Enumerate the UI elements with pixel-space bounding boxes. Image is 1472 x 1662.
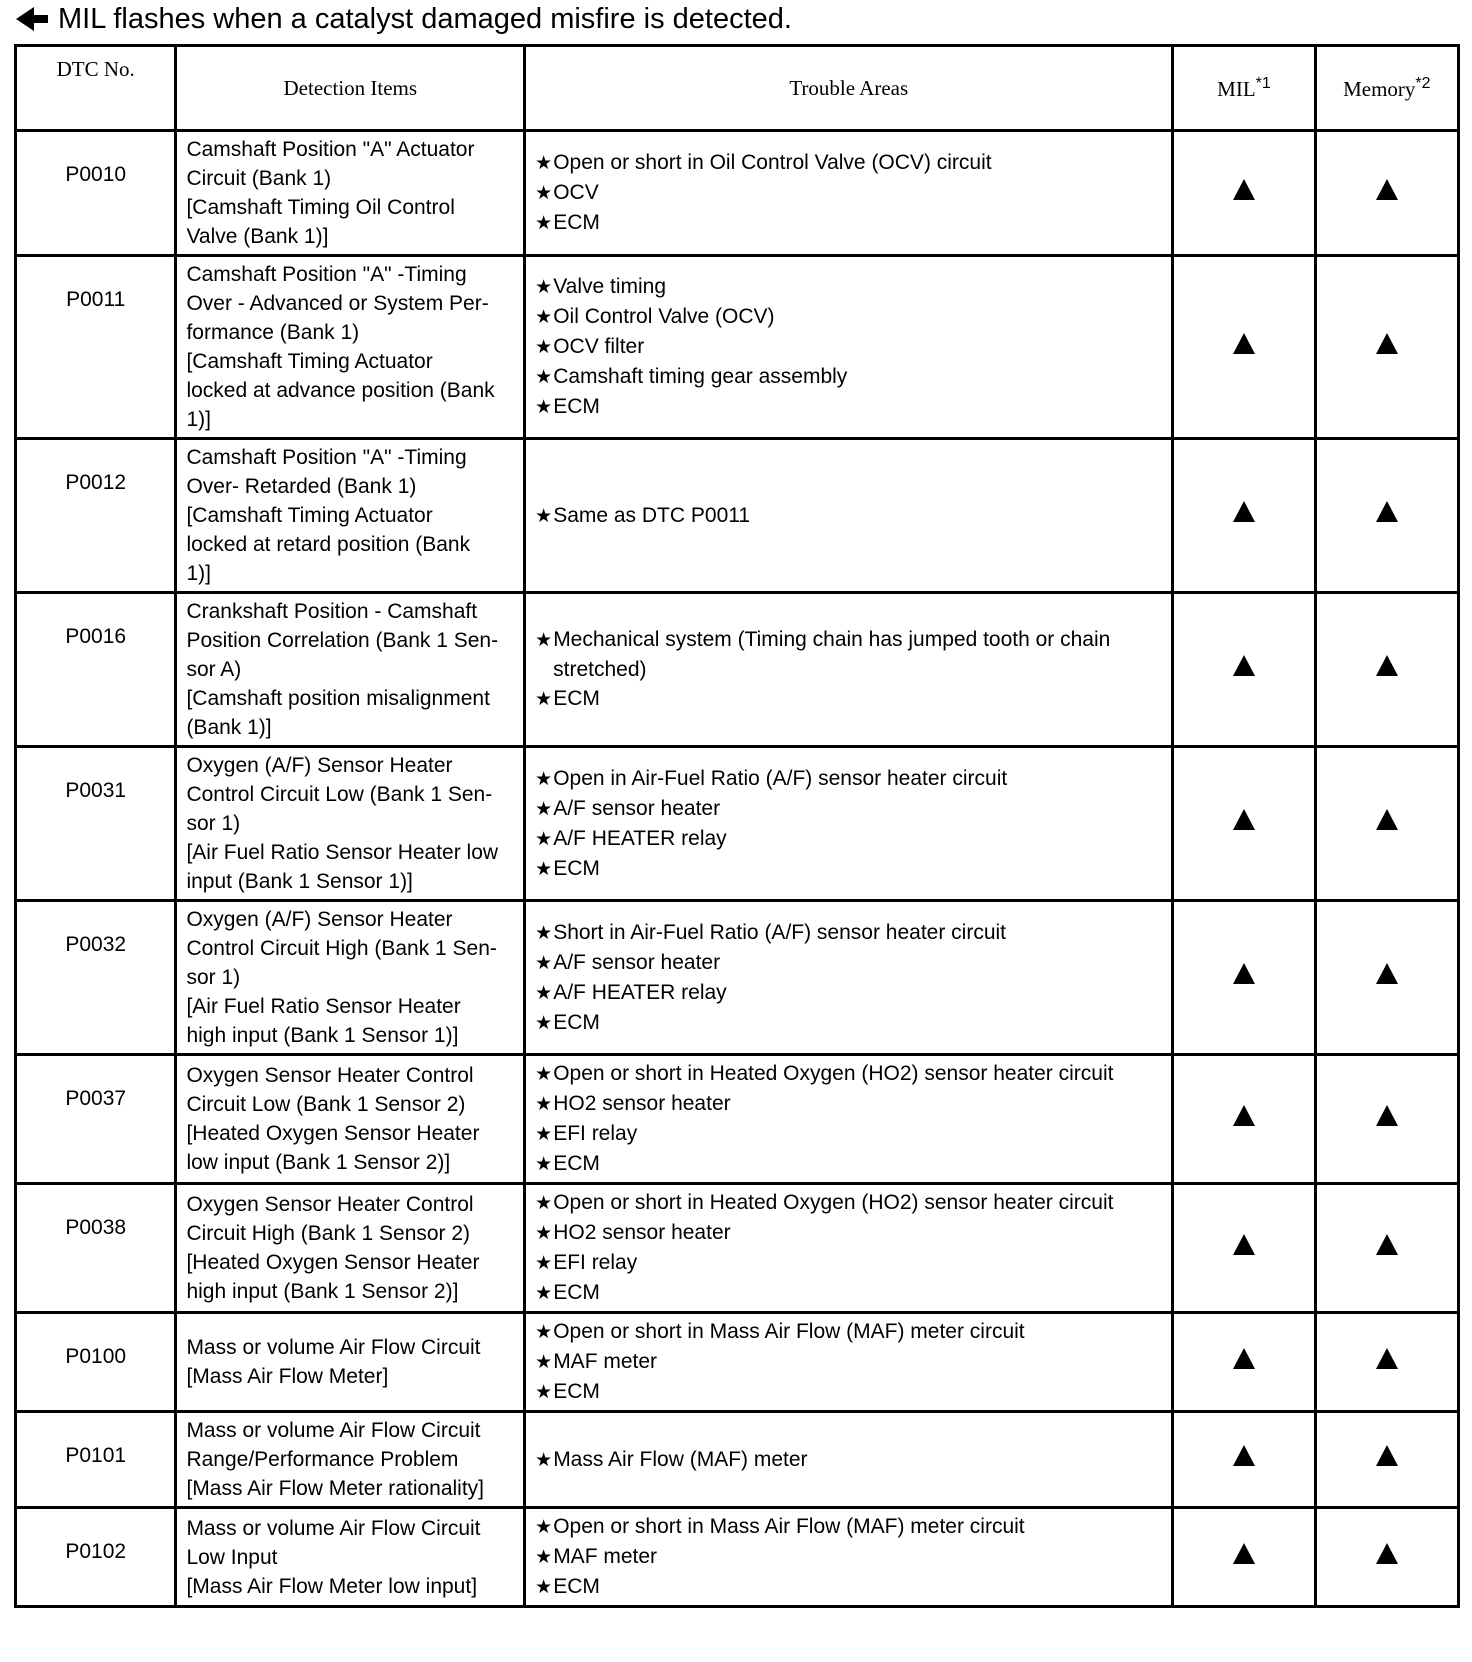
filled-triangle-icon [1376,1543,1398,1564]
filled-triangle-icon [1233,1445,1255,1466]
trouble-area-text: Open or short in Heated Oxygen (HO2) sensor heater circuit [553,1062,1114,1085]
detection-item [176,1313,525,1412]
star-icon: ★ [535,982,553,1004]
detection-line: locked at retard position (Bank [186,533,471,556]
trouble-area-text: ECM [553,687,600,710]
filled-triangle-icon [1233,655,1255,676]
mil-flash-note [14,0,792,38]
header-memory: Memory$^{*2}$ [1315,46,1458,131]
detection-item [176,439,525,593]
detection-line: Camshaft Position "A" -Timing [186,263,467,286]
trouble-areas [525,131,1173,256]
trouble-area-text: EFI relay [553,1122,638,1145]
detection-line: (Bank 1)] [186,716,272,739]
filled-triangle-icon [1233,1105,1255,1126]
detection-line: Circuit Low (Bank 1 Sensor 2) [186,1093,466,1116]
detection-line: sor 1) [186,966,241,989]
trouble-areas [525,1313,1173,1412]
trouble-area-text: EFI relay [553,1251,638,1274]
detection-line: Valve (Bank 1)] [186,225,329,248]
trouble-area-text: ECM [553,1281,600,1304]
trouble-areas [525,1508,1173,1607]
trouble-areas [525,256,1173,439]
detection-line: Oxygen (A/F) Sensor Heater [186,754,453,777]
trouble-area-text: OCV filter [553,335,645,358]
detection-line: Over - Advanced or System Per- [186,292,489,315]
trouble-areas [525,747,1173,901]
star-icon: ★ [535,367,553,388]
mil-indicator [1173,1313,1315,1412]
table-row [16,439,1459,593]
detection-line: [Camshaft Timing Actuator [186,350,433,373]
detection-line: Mass or volume Air Flow Circuit [186,1336,481,1359]
trouble-area-text: ECM [553,395,600,418]
detection-line: input (Bank 1 Sensor 1)] [186,870,413,893]
star-icon: ★ [535,630,553,651]
mil-indicator [1173,1412,1315,1508]
dtc-code: P0012 [16,439,176,593]
star-icon: ★ [535,153,553,174]
filled-triangle-icon [1233,501,1255,522]
table-row [16,593,1459,747]
table-row [16,1313,1459,1412]
detection-item [176,1412,525,1508]
detection-item [176,747,525,901]
trouble-area-text: A/F HEATER relay [553,980,727,1004]
trouble-area-item [535,824,1163,854]
trouble-area-text: Oil Control Valve (OCV) [553,305,775,328]
trouble-area-text: Same as DTC P0011 [553,503,751,527]
trouble-area-item [535,1278,1163,1308]
trouble-area-item [535,392,1163,422]
trouble-area-text: HO2 sensor heater [553,1221,731,1244]
detection-line: Camshaft Position "A" Actuator [186,138,475,161]
detection-line: 1)] [186,562,211,585]
trouble-area-item [535,1445,1163,1475]
trouble-area-item [535,501,1163,531]
header-mil: MIL$^{*1}$ [1173,46,1315,131]
detection-line: [Mass Air Flow Meter low input] [186,1574,478,1598]
detection-item [176,256,525,439]
trouble-area-text: ECM [553,1152,600,1175]
header-trouble-areas: Trouble Areas [525,46,1173,131]
dtc-code: P0016 [16,593,176,747]
detection-item [176,1055,525,1184]
dtc-code: P0010 [16,131,176,256]
star-icon: ★ [535,1094,553,1115]
header-detection-items: Detection Items [176,46,525,131]
star-icon: ★ [535,1154,553,1175]
detection-item [176,593,525,747]
detection-line: Oxygen Sensor Heater Control [186,1193,474,1216]
filled-triangle-icon [1376,501,1398,522]
trouble-area-text: Open in Air-Fuel Ratio (A/F) sensor heater circuit [553,766,1008,790]
detection-item [176,1184,525,1313]
detection-line: 1)] [186,408,211,431]
trouble-area-item [535,302,1163,332]
filled-triangle-icon [1233,809,1255,830]
star-icon: ★ [535,1322,553,1343]
trouble-area-text: Open or short in Heated Oxygen (HO2) sensor heater circuit [553,1191,1114,1214]
filled-triangle-icon [1376,1105,1398,1126]
mil-indicator [1173,1184,1315,1313]
filled-triangle-icon [1233,1543,1255,1564]
trouble-areas [525,439,1173,593]
star-icon: ★ [535,1064,553,1085]
trouble-area-text: Valve timing [553,275,667,298]
mil-indicator [1173,1508,1315,1607]
memory-indicator [1315,1055,1458,1184]
trouble-area-text: ECM [553,211,600,234]
mil-indicator [1173,593,1315,747]
trouble-area-text: A/F HEATER relay [553,826,727,850]
trouble-area-text: HO2 sensor heater [553,1092,731,1115]
trouble-area-item [535,794,1163,824]
trouble-area-text: Camshaft timing gear assembly [553,365,848,388]
detection-line: Position Correlation (Bank 1 Sen- [186,629,499,652]
trouble-area-text: Mechanical system (Timing chain has jumped tooth or chain stretched) [553,628,1111,681]
dtc-table [14,44,1460,1608]
star-icon: ★ [535,952,553,974]
table-row [16,901,1459,1055]
star-icon: ★ [535,828,553,850]
detection-line: high input (Bank 1 Sensor 2)] [186,1280,459,1303]
trouble-area-item [535,1572,1163,1602]
dtc-code: P0038 [16,1184,176,1313]
mil-indicator [1173,747,1315,901]
star-icon: ★ [535,922,553,944]
star-icon: ★ [535,1223,553,1244]
detection-line: sor A) [186,658,242,681]
star-icon: ★ [535,1577,553,1598]
star-icon: ★ [535,1547,553,1568]
memory-indicator [1315,439,1458,593]
detection-line: [Mass Air Flow Meter] [186,1365,389,1388]
table-row [16,1508,1459,1607]
trouble-area-item [535,764,1163,794]
detection-line: Control Circuit Low (Bank 1 Sen- [186,783,493,806]
trouble-area-item [535,208,1163,238]
trouble-area-item [535,1248,1163,1278]
trouble-area-item [535,948,1163,978]
trouble-areas [525,1412,1173,1508]
trouble-area-item [535,1149,1163,1179]
detection-line: Mass or volume Air Flow Circuit [186,1516,481,1540]
memory-indicator [1315,747,1458,901]
dtc-code: P0100 [16,1313,176,1412]
trouble-area-item [535,1059,1163,1089]
star-icon: ★ [535,397,553,418]
trouble-areas [525,1055,1173,1184]
detection-line: high input (Bank 1 Sensor 1)] [186,1024,459,1047]
star-icon: ★ [535,1012,553,1034]
mil-indicator [1173,1055,1315,1184]
trouble-area-text: A/F sensor heater [553,950,721,974]
detection-line: Low Input [186,1545,278,1569]
detection-line: Control Circuit High (Bank 1 Sen- [186,937,497,960]
header-dtc-no: DTC No. [16,46,176,131]
star-icon: ★ [535,1193,553,1214]
trouble-area-item [535,272,1163,302]
trouble-area-item [535,362,1163,392]
trouble-area-text: Open or short in Oil Control Valve (OCV) circuit [553,151,992,174]
triangle-left-icon [14,6,50,32]
detection-line: Oxygen Sensor Heater Control [186,1064,474,1087]
table-row [16,747,1459,901]
mil-indicator [1173,901,1315,1055]
detection-line: Oxygen (A/F) Sensor Heater [186,908,453,931]
dtc-code: P0011 [16,256,176,439]
trouble-area-item [535,332,1163,362]
trouble-area-text: OCV [553,181,599,204]
detection-line: Crankshaft Position - Camshaft [186,600,478,623]
trouble-area-item [535,1188,1163,1218]
detection-line: [Camshaft Timing Actuator [186,504,433,527]
trouble-area-text: MAF meter [553,1545,658,1568]
table-header-row [16,46,1459,131]
trouble-area-item [535,978,1163,1008]
trouble-area-item [535,1542,1163,1572]
mil-indicator [1173,131,1315,256]
trouble-area-text: Mass Air Flow (MAF) meter [553,1447,808,1471]
trouble-area-text: ECM [553,1380,600,1403]
trouble-area-text: ECM [553,1010,600,1034]
filled-triangle-icon [1376,809,1398,830]
trouble-area-text: A/F sensor heater [553,796,721,820]
filled-triangle-icon [1376,179,1398,200]
filled-triangle-icon [1233,179,1255,200]
star-icon: ★ [535,277,553,298]
trouble-area-item [535,1347,1163,1377]
dtc-code: P0102 [16,1508,176,1607]
detection-line: [Air Fuel Ratio Sensor Heater low [186,841,499,864]
detection-line: Range/Performance Problem [186,1448,459,1471]
trouble-area-item [535,1089,1163,1119]
note-text: MIL flashes when a catalyst damaged misfire is detected. [58,2,792,35]
dtc-code: P0032 [16,901,176,1055]
trouble-area-item [535,1119,1163,1149]
trouble-area-text: MAF meter [553,1350,658,1373]
filled-triangle-icon [1233,963,1255,984]
filled-triangle-icon [1376,1234,1398,1255]
filled-triangle-icon [1376,1445,1398,1466]
star-icon: ★ [535,1283,553,1304]
trouble-area-text: Open or short in Mass Air Flow (MAF) meter circuit [553,1320,1025,1343]
trouble-area-item [535,1377,1163,1407]
table-row [16,1055,1459,1184]
star-icon: ★ [535,1124,553,1145]
filled-triangle-icon [1376,655,1398,676]
star-icon: ★ [535,1517,553,1538]
trouble-area-item [535,625,1163,684]
trouble-area-item [535,148,1163,178]
table-row [16,1184,1459,1313]
detection-line: formance (Bank 1) [186,321,360,344]
memory-indicator [1315,131,1458,256]
star-icon: ★ [535,183,553,204]
detection-line: Circuit (Bank 1) [186,167,332,190]
memory-indicator [1315,1184,1458,1313]
memory-indicator [1315,593,1458,747]
trouble-area-item [535,684,1163,714]
memory-indicator [1315,256,1458,439]
detection-line: [Heated Oxygen Sensor Heater [186,1251,480,1274]
star-icon: ★ [535,1449,553,1471]
detection-line: locked at advance position (Bank [186,379,495,402]
star-icon: ★ [535,505,553,527]
trouble-area-text: ECM [553,856,600,880]
trouble-area-text: ECM [553,1575,600,1598]
memory-indicator [1315,1412,1458,1508]
trouble-areas [525,901,1173,1055]
mil-indicator [1173,439,1315,593]
detection-line: sor 1) [186,812,241,835]
filled-triangle-icon [1376,333,1398,354]
detection-item [176,131,525,256]
star-icon: ★ [535,307,553,328]
star-icon: ★ [535,689,553,710]
dtc-code: P0101 [16,1412,176,1508]
filled-triangle-icon [1376,963,1398,984]
star-icon: ★ [535,1382,553,1403]
mil-indicator [1173,256,1315,439]
memory-indicator [1315,1508,1458,1607]
detection-line: [Mass Air Flow Meter rationality] [186,1477,485,1500]
dtc-code: P0037 [16,1055,176,1184]
trouble-area-text: Open or short in Mass Air Flow (MAF) meter circuit [553,1515,1025,1538]
star-icon: ★ [535,768,553,790]
detection-line: Camshaft Position "A" -Timing [186,446,467,469]
detection-item [176,1508,525,1607]
trouble-area-item [535,918,1163,948]
table-row [16,1412,1459,1508]
trouble-area-item [535,1512,1163,1542]
trouble-area-item [535,1317,1163,1347]
star-icon: ★ [535,798,553,820]
filled-triangle-icon [1233,1234,1255,1255]
detection-line: low input (Bank 1 Sensor 2)] [186,1151,451,1174]
trouble-area-item [535,854,1163,884]
trouble-area-text: Short in Air-Fuel Ratio (A/F) sensor heater circuit [553,920,1007,944]
filled-triangle-icon [1376,1348,1398,1369]
detection-line: [Air Fuel Ratio Sensor Heater [186,995,461,1018]
table-row [16,131,1459,256]
star-icon: ★ [535,337,553,358]
star-icon: ★ [535,858,553,880]
filled-triangle-icon [1233,333,1255,354]
detection-line: [Camshaft Timing Oil Control [186,196,455,219]
detection-line: [Heated Oxygen Sensor Heater [186,1122,480,1145]
dtc-code: P0031 [16,747,176,901]
detection-line: Circuit High (Bank 1 Sensor 2) [186,1222,471,1245]
table-row [16,256,1459,439]
star-icon: ★ [535,1352,553,1373]
trouble-areas [525,593,1173,747]
trouble-areas [525,1184,1173,1313]
trouble-area-item [535,178,1163,208]
star-icon: ★ [535,1253,553,1274]
detection-line: [Camshaft position misalignment [186,687,490,710]
detection-item [176,901,525,1055]
trouble-area-item [535,1218,1163,1248]
trouble-area-item [535,1008,1163,1038]
detection-line: Over- Retarded (Bank 1) [186,475,417,498]
detection-line: Mass or volume Air Flow Circuit [186,1419,481,1442]
filled-triangle-icon [1233,1348,1255,1369]
memory-indicator [1315,901,1458,1055]
star-icon: ★ [535,213,553,234]
memory-indicator [1315,1313,1458,1412]
